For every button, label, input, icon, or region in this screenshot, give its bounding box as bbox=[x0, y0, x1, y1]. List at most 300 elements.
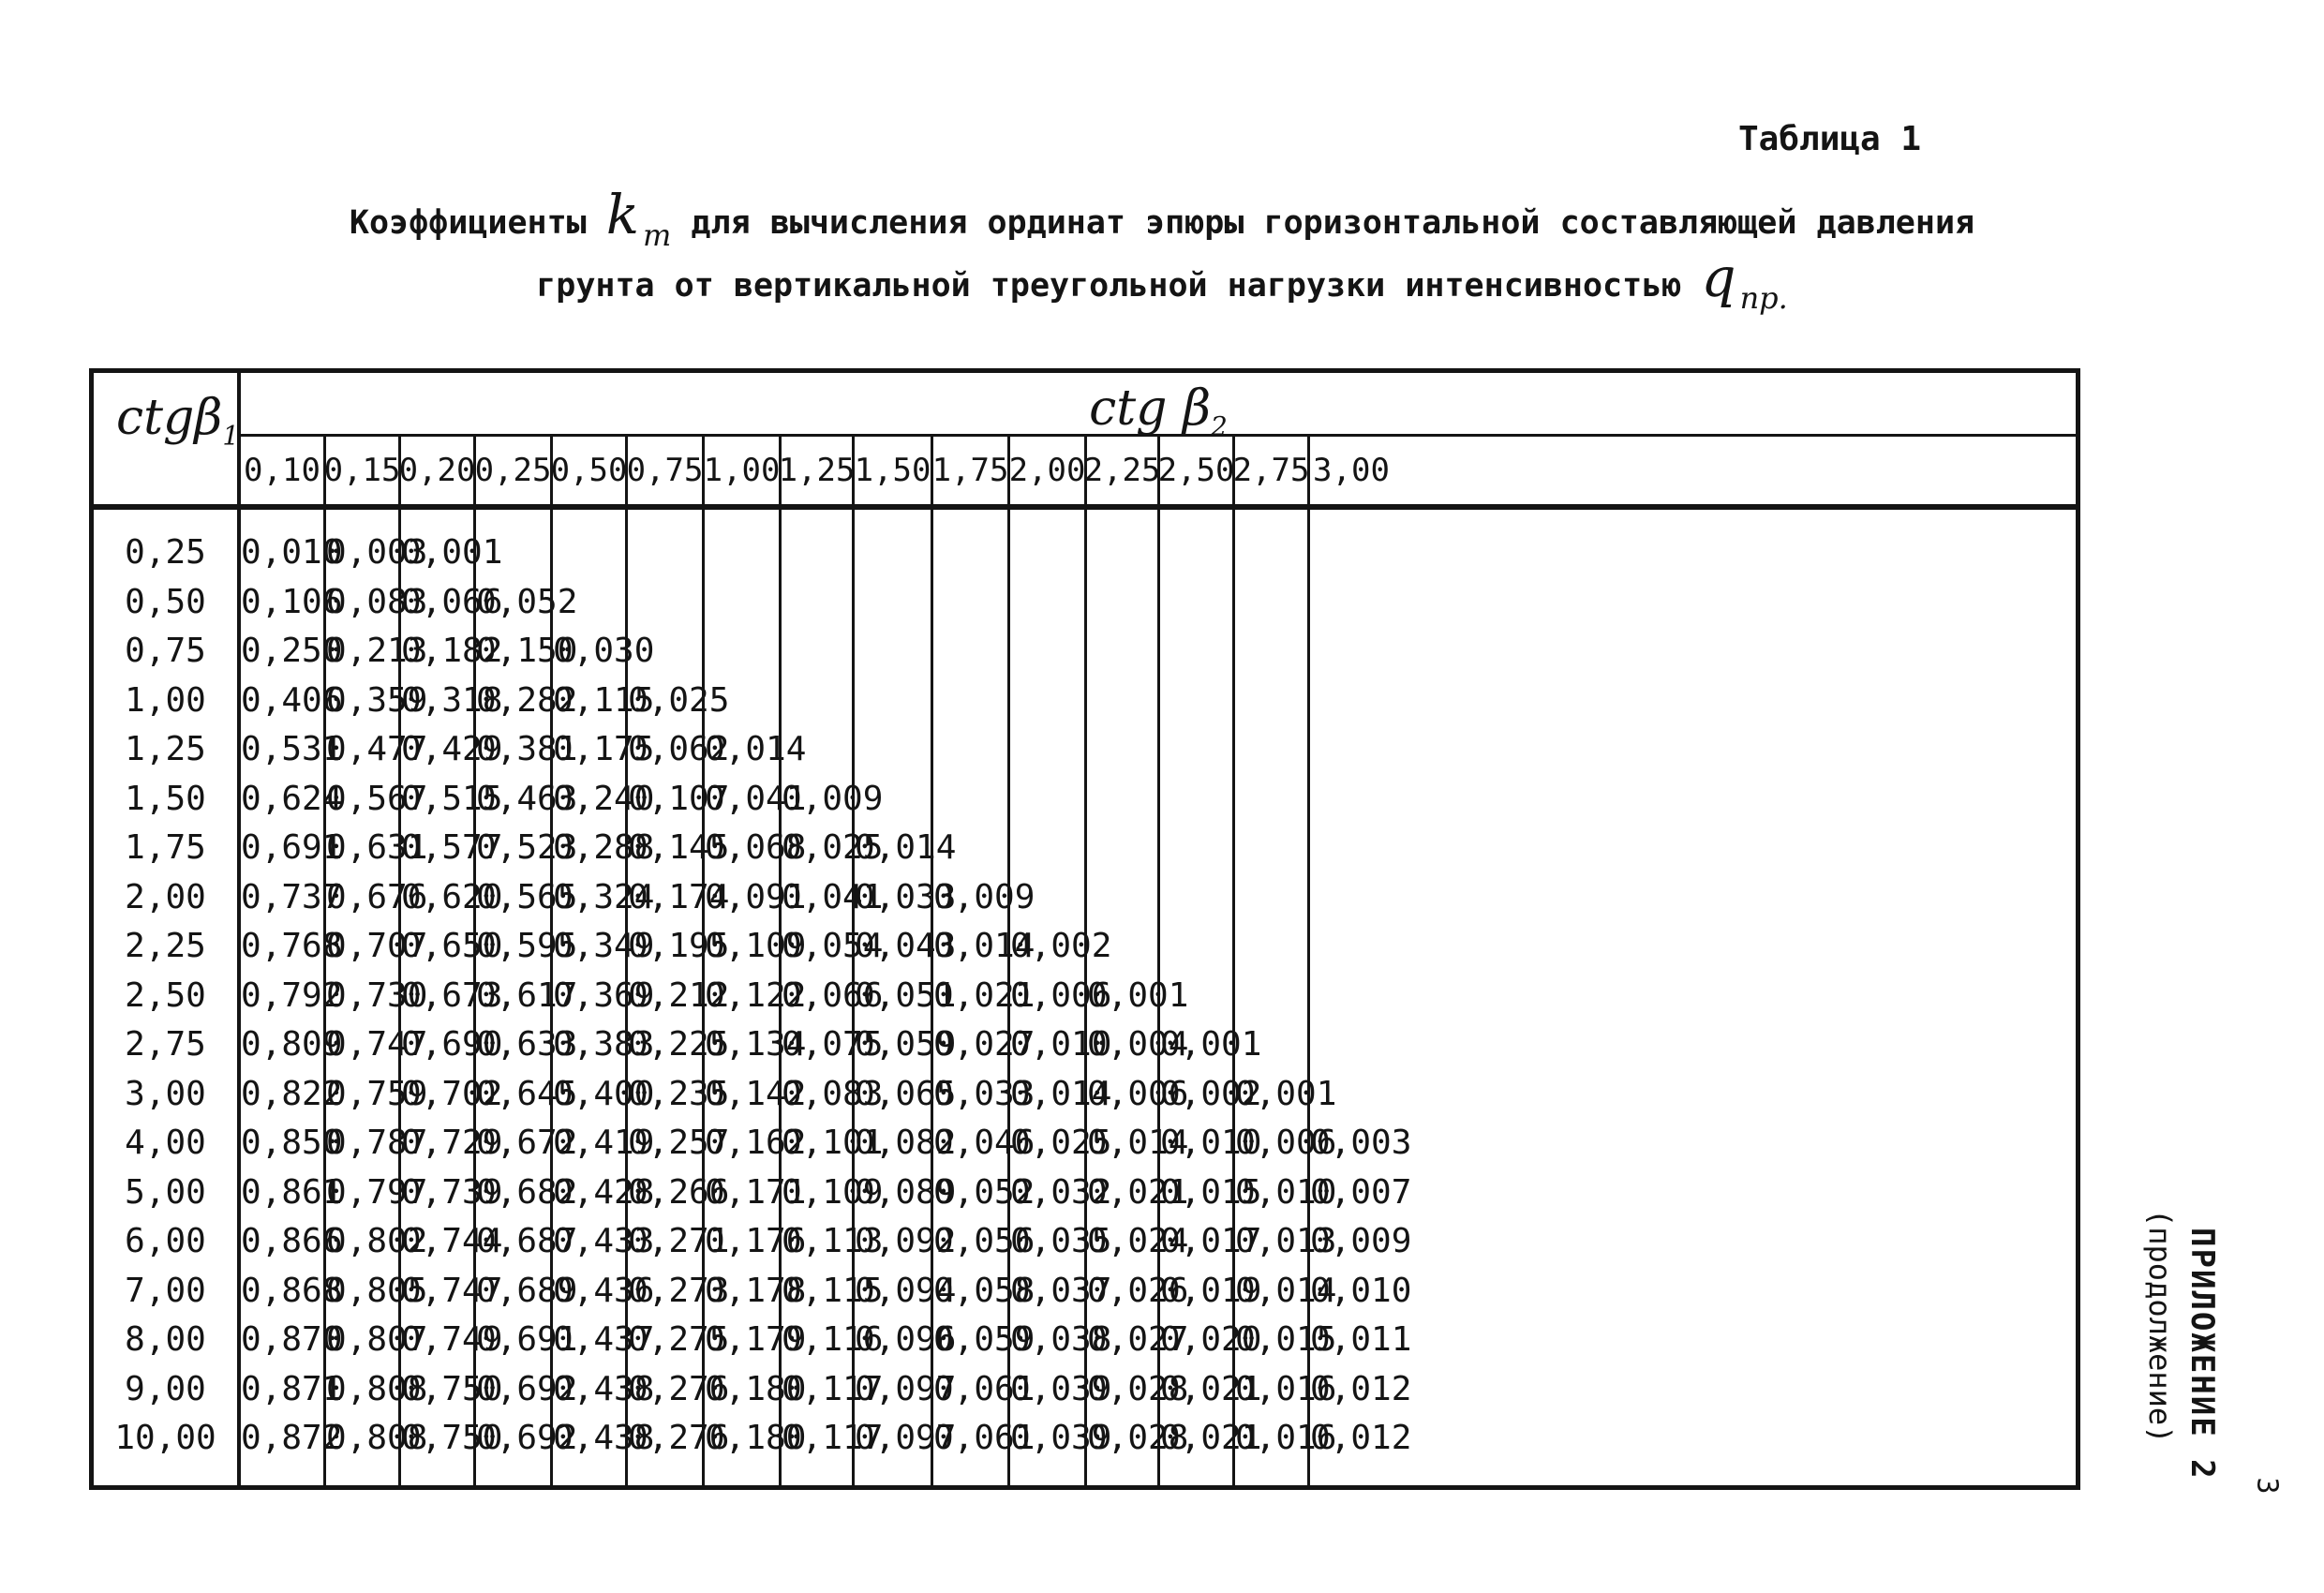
table-cell: 0,174 bbox=[628, 877, 730, 916]
table-cell: 0,011 bbox=[1310, 1320, 1412, 1359]
table-cell: 0,861 bbox=[241, 1172, 343, 1212]
data-column bbox=[1087, 510, 1189, 1485]
table-cell bbox=[855, 677, 931, 726]
table-cell: 0,006 bbox=[1235, 1124, 1337, 1162]
table-cell bbox=[1010, 677, 1084, 726]
table-cell bbox=[476, 529, 550, 578]
table-cell: 0,015 bbox=[1235, 1320, 1337, 1359]
column-header: 2,00 bbox=[1010, 437, 1087, 504]
table-cell: 0,807 bbox=[326, 1320, 428, 1359]
table-cell: 0,009 bbox=[933, 877, 1035, 916]
table-cell bbox=[933, 529, 1007, 578]
table-cell bbox=[855, 725, 931, 775]
q-symbol: q $_{пр.}$ bbox=[1701, 246, 1788, 316]
column-header: 0,50 bbox=[553, 437, 628, 504]
table-cell: 0,689 bbox=[476, 1271, 578, 1310]
table-cell: 0,033 bbox=[933, 1074, 1035, 1113]
table-cell bbox=[1087, 677, 1157, 726]
table-cell: 0,068 bbox=[705, 828, 807, 867]
row-label: 1,50 bbox=[125, 779, 206, 818]
table-cell bbox=[1235, 972, 1307, 1021]
table-cell bbox=[782, 725, 852, 775]
row-label: 9,00 bbox=[125, 1369, 206, 1408]
table-cell bbox=[782, 578, 852, 628]
table-cell bbox=[933, 824, 1007, 873]
table-cell bbox=[553, 529, 625, 578]
table-cell bbox=[1160, 873, 1232, 923]
table-cell bbox=[705, 529, 779, 578]
row-label: 1,75 bbox=[125, 828, 206, 867]
table-cell: 0,477 bbox=[326, 730, 428, 768]
table-cell: 0,001 bbox=[1160, 1025, 1262, 1064]
table-cell bbox=[628, 578, 702, 628]
data-column bbox=[933, 510, 1035, 1485]
table-cell: 0,101 bbox=[782, 1124, 884, 1162]
data-column bbox=[1235, 510, 1337, 1485]
table-cell: 0,702 bbox=[401, 1074, 503, 1113]
table-cell bbox=[1087, 775, 1157, 825]
table-cell: 0,109 bbox=[782, 1172, 884, 1212]
table-cell bbox=[1235, 922, 1307, 972]
table-cell bbox=[782, 677, 852, 726]
table-cell: 0,021 bbox=[1160, 1369, 1262, 1408]
table-cell: 0,805 bbox=[326, 1271, 428, 1310]
table-cell: 0,010 bbox=[1235, 1172, 1337, 1212]
table-cell: 0,633 bbox=[476, 1025, 578, 1064]
table-cell bbox=[1010, 725, 1084, 775]
table-cell: 0,109 bbox=[705, 927, 807, 965]
table-cell: 0,150 bbox=[476, 632, 578, 670]
table-cell: 0,872 bbox=[241, 1419, 343, 1457]
table-cell: 0,275 bbox=[628, 1320, 730, 1359]
table-cell: 0,026 bbox=[1087, 1271, 1189, 1310]
column-header: 1,25 bbox=[782, 437, 855, 504]
table-cell: 0,006 bbox=[1087, 1074, 1189, 1113]
table-cell: 0,620 bbox=[401, 877, 503, 916]
table-cell: 0,565 bbox=[476, 877, 578, 916]
k-symbol: k $_т$ bbox=[605, 183, 672, 253]
table-cell bbox=[1235, 677, 1307, 726]
table-cell: 0,032 bbox=[1010, 1172, 1112, 1212]
table-cell: 0,021 bbox=[1087, 1172, 1189, 1212]
caption-text-c: грунта от вертикальной треугольной нагрузки интенсивностью bbox=[536, 267, 1682, 305]
table-cell bbox=[705, 578, 779, 628]
table-cell: 0,113 bbox=[782, 1222, 884, 1260]
table-cell: 0,134 bbox=[705, 1025, 807, 1064]
table-cell: 0,515 bbox=[401, 779, 503, 818]
table-cell bbox=[1010, 775, 1084, 825]
row-label: 2,50 bbox=[125, 975, 206, 1015]
table-cell: 0,116 bbox=[782, 1320, 884, 1359]
table-cell: 0,035 bbox=[1010, 1222, 1112, 1260]
table-cell bbox=[1087, 529, 1157, 578]
table-cell: 0,001 bbox=[401, 533, 503, 572]
table-cell bbox=[855, 529, 931, 578]
table-cell: 0,178 bbox=[705, 1271, 807, 1310]
table-cell: 0,117 bbox=[782, 1369, 884, 1408]
table-cell: 0,041 bbox=[782, 877, 884, 916]
table-cell: 0,096 bbox=[855, 1320, 957, 1359]
table-cell bbox=[1010, 824, 1084, 873]
table-cell: 0,083 bbox=[326, 582, 428, 621]
column-headers bbox=[241, 437, 2076, 504]
table-cell bbox=[1235, 1020, 1307, 1070]
table-cell bbox=[933, 677, 1007, 726]
column-header: 2,25 bbox=[1087, 437, 1160, 504]
table-cell: 0,117 bbox=[782, 1419, 884, 1457]
table-cell: 0,438 bbox=[553, 1419, 655, 1457]
table-cell: 0,617 bbox=[476, 975, 578, 1015]
table-cell: 0,225 bbox=[628, 1025, 730, 1064]
table-cell bbox=[1235, 775, 1307, 825]
table-cell: 0,324 bbox=[553, 877, 655, 916]
table-cell: 0,061 bbox=[933, 1369, 1035, 1408]
table-cell bbox=[1310, 824, 1393, 873]
row-label: 4,00 bbox=[125, 1124, 206, 1162]
row-label: 1,25 bbox=[125, 730, 206, 768]
table-cell: 0,428 bbox=[553, 1172, 655, 1212]
table-cell: 0,673 bbox=[401, 975, 503, 1015]
row-label: 0,75 bbox=[125, 632, 206, 670]
table-cell bbox=[1235, 627, 1307, 677]
table-cell: 0,016 bbox=[1235, 1419, 1337, 1457]
column-header: 1,50 bbox=[855, 437, 933, 504]
table-cell bbox=[1235, 824, 1307, 873]
table-cell: 0,014 bbox=[1010, 1074, 1112, 1113]
table-cell: 0,747 bbox=[401, 1271, 503, 1310]
table-cell: 0,012 bbox=[1310, 1419, 1412, 1457]
table-cell: 0,400 bbox=[553, 1074, 655, 1113]
table-cell: 0,787 bbox=[326, 1124, 428, 1162]
table-cell: 0,016 bbox=[1235, 1369, 1337, 1408]
table-cell: 0,006 bbox=[1010, 975, 1112, 1015]
table-cell: 0,039 bbox=[1010, 1369, 1112, 1408]
table-cell: 0,750 bbox=[401, 1369, 503, 1408]
table-cell: 0,692 bbox=[476, 1419, 578, 1457]
table-cell: 0,595 bbox=[476, 927, 578, 965]
row-label: 2,00 bbox=[125, 877, 206, 916]
column-header: 0,15 bbox=[326, 437, 401, 504]
table-cell: 0,038 bbox=[1010, 1320, 1112, 1359]
table-cell bbox=[1160, 922, 1232, 972]
table-cell: 0,013 bbox=[1235, 1222, 1337, 1260]
table-cell: 0,624 bbox=[241, 779, 343, 818]
table-caption-line-1 bbox=[187, 183, 2137, 253]
column-header: 1,00 bbox=[705, 437, 782, 504]
table-body bbox=[94, 510, 2076, 1485]
table-cell bbox=[933, 775, 1007, 825]
table-cell: 0,002 bbox=[1010, 927, 1112, 965]
table-cell: 0,094 bbox=[855, 1271, 957, 1310]
table-cell: 0,082 bbox=[855, 1124, 957, 1162]
table-cell: 0,318 bbox=[401, 680, 503, 720]
table-cell: 0,436 bbox=[553, 1271, 655, 1310]
table-cell: 0,437 bbox=[553, 1320, 655, 1359]
table-cell: 0,406 bbox=[241, 680, 343, 720]
table-cell: 0,871 bbox=[241, 1369, 343, 1408]
row-label: 7,00 bbox=[125, 1271, 206, 1310]
table-cell: 0,797 bbox=[326, 1172, 428, 1212]
table-cell: 0,531 bbox=[241, 730, 343, 768]
row-label: 2,75 bbox=[125, 1025, 206, 1064]
table-cell: 0,182 bbox=[401, 632, 503, 670]
column-header: 0,20 bbox=[401, 437, 476, 504]
table-cell bbox=[1310, 677, 1393, 726]
table-cell: 0,014 bbox=[855, 828, 957, 867]
table-cell: 0,349 bbox=[553, 927, 655, 965]
table-cell: 0,802 bbox=[326, 1222, 428, 1260]
column-header: 3,00 bbox=[1313, 452, 1390, 489]
table-cell bbox=[1087, 824, 1157, 873]
table-cell bbox=[705, 627, 779, 677]
table-cell: 0,015 bbox=[1160, 1172, 1262, 1212]
table-cell: 0,014 bbox=[705, 730, 807, 768]
table-number: Таблица 1 bbox=[1738, 120, 1922, 158]
table-caption-line-2 bbox=[187, 246, 2137, 316]
page-number: 3 bbox=[2250, 1477, 2284, 1495]
table-cell bbox=[933, 578, 1007, 628]
table-cell: 0,175 bbox=[553, 730, 655, 768]
table-cell: 0,027 bbox=[1087, 1320, 1189, 1359]
table-cell: 0,463 bbox=[476, 779, 578, 818]
table-cell bbox=[1160, 725, 1232, 775]
table-cell: 0,759 bbox=[326, 1074, 428, 1113]
table-cell bbox=[1310, 873, 1393, 923]
table-cell: 0,730 bbox=[326, 975, 428, 1015]
table-cell: 0,004 bbox=[1087, 1025, 1189, 1064]
table-cell: 0,010 bbox=[1310, 1271, 1412, 1310]
table-cell: 0,065 bbox=[855, 1074, 957, 1113]
table-cell: 0,010 bbox=[241, 533, 343, 572]
table-cell bbox=[1310, 775, 1393, 825]
table-cell: 0,577 bbox=[401, 828, 503, 867]
table-cell: 0,025 bbox=[628, 680, 730, 720]
data-column bbox=[855, 510, 957, 1485]
table-cell bbox=[1160, 824, 1232, 873]
table-cell: 0,002 bbox=[1160, 1074, 1262, 1113]
data-column bbox=[705, 510, 807, 1485]
table-cell: 0,868 bbox=[241, 1271, 343, 1310]
table-cell: 0,171 bbox=[705, 1172, 807, 1212]
table-cell: 0,075 bbox=[782, 1025, 884, 1064]
table-cell: 0,739 bbox=[401, 1172, 503, 1212]
table-cell bbox=[553, 578, 625, 628]
table-cell: 0,107 bbox=[628, 779, 730, 818]
table-cell bbox=[1010, 529, 1084, 578]
data-column bbox=[1160, 510, 1262, 1485]
table-cell: 0,014 bbox=[1235, 1271, 1337, 1310]
table-cell: 0,729 bbox=[401, 1124, 503, 1162]
table-cell: 0,162 bbox=[705, 1124, 807, 1162]
table-cell: 0,687 bbox=[476, 1222, 578, 1260]
table-cell bbox=[855, 627, 931, 677]
column-header: 0,25 bbox=[476, 437, 553, 504]
table-cell: 0,750 bbox=[401, 1419, 503, 1457]
table-cell: 0,691 bbox=[241, 828, 343, 867]
row-label: 10,00 bbox=[114, 1419, 216, 1457]
table-cell: 0,631 bbox=[326, 828, 428, 867]
table-cell: 0,737 bbox=[241, 877, 343, 916]
row-label: 6,00 bbox=[125, 1222, 206, 1260]
column-header: 2,50 bbox=[1160, 437, 1235, 504]
table-cell: 0,369 bbox=[553, 975, 655, 1015]
table-cell bbox=[1087, 873, 1157, 923]
appendix-subtitle: (продолжение) bbox=[2142, 1209, 2178, 1444]
table-cell bbox=[1010, 873, 1084, 923]
table-cell: 0,052 bbox=[933, 1172, 1035, 1212]
table-cell: 0,062 bbox=[628, 730, 730, 768]
table-cell: 0,028 bbox=[1087, 1369, 1189, 1408]
table-cell: 0,058 bbox=[933, 1271, 1035, 1310]
table-cell bbox=[1235, 529, 1307, 578]
table-cell: 0,276 bbox=[628, 1369, 730, 1408]
appendix-side-note bbox=[2118, 1209, 2221, 1518]
table-cell: 0,179 bbox=[705, 1320, 807, 1359]
table-cell: 0,051 bbox=[855, 975, 957, 1015]
table-cell: 0,429 bbox=[401, 730, 503, 768]
row-labels-column bbox=[94, 510, 241, 1485]
table-cell bbox=[1310, 1020, 1393, 1070]
table-cell: 0,433 bbox=[553, 1222, 655, 1260]
table-cell: 0,419 bbox=[553, 1124, 655, 1162]
table-cell: 0,744 bbox=[401, 1222, 503, 1260]
table-cell: 0,106 bbox=[241, 582, 343, 621]
table-cell bbox=[1010, 627, 1084, 677]
data-column bbox=[326, 510, 428, 1485]
data-column bbox=[1010, 510, 1112, 1485]
table-cell: 0,089 bbox=[855, 1172, 957, 1212]
row-label: 2,25 bbox=[125, 927, 206, 965]
table-cell bbox=[1160, 775, 1232, 825]
caption-text-b: для вычисления ординат эпюры горизонтальной составляющей давления bbox=[691, 204, 1975, 242]
table-cell bbox=[1010, 578, 1084, 628]
table-cell: 0,645 bbox=[476, 1074, 578, 1113]
data-column bbox=[401, 510, 503, 1485]
table-cell: 0,145 bbox=[628, 828, 730, 867]
table-cell bbox=[1087, 922, 1157, 972]
table-cell bbox=[1087, 578, 1157, 628]
table-cell: 0,822 bbox=[241, 1074, 343, 1113]
table-cell: 0,676 bbox=[326, 877, 428, 916]
table-cell: 0,010 bbox=[1160, 1124, 1262, 1162]
table-cell bbox=[1310, 922, 1393, 972]
table-cell: 0,180 bbox=[705, 1369, 807, 1408]
table-cell: 0,359 bbox=[326, 680, 428, 720]
table-cell: 0,115 bbox=[782, 1271, 884, 1310]
table-cell: 0,061 bbox=[933, 1419, 1035, 1457]
table-cell: 0,672 bbox=[476, 1124, 578, 1162]
table-cell: 0,083 bbox=[782, 1074, 884, 1113]
table-cell: 0,043 bbox=[855, 927, 957, 965]
table-cell: 0,001 bbox=[1235, 1074, 1337, 1113]
table-cell: 0,027 bbox=[933, 1025, 1035, 1064]
table-cell bbox=[1310, 578, 1393, 628]
table-cell: 0,007 bbox=[1310, 1172, 1412, 1212]
table-cell: 0,066 bbox=[782, 975, 884, 1015]
table-cell bbox=[782, 529, 852, 578]
row-label: 5,00 bbox=[125, 1172, 206, 1212]
table-cell bbox=[1160, 529, 1232, 578]
row-label: 3,00 bbox=[125, 1074, 206, 1113]
table-cell: 0,037 bbox=[1010, 1271, 1112, 1310]
table-cell: 0,180 bbox=[705, 1419, 807, 1457]
table-cell: 0,176 bbox=[705, 1222, 807, 1260]
column-header: 0,10 bbox=[241, 437, 326, 504]
table-cell: 0,235 bbox=[628, 1074, 730, 1113]
table-cell: 0,039 bbox=[1010, 1419, 1112, 1457]
column-group-header bbox=[241, 373, 2076, 442]
table-cell bbox=[1160, 627, 1232, 677]
table-cell: 0,046 bbox=[933, 1124, 1035, 1162]
table-cell: 0,097 bbox=[855, 1419, 957, 1457]
table-cell: 0,009 bbox=[782, 779, 884, 818]
table-cell: 0,266 bbox=[628, 1172, 730, 1212]
table-cell: 0,021 bbox=[933, 975, 1035, 1015]
table-cell bbox=[628, 627, 702, 677]
table-cell: 0,809 bbox=[241, 1025, 343, 1064]
table-cell bbox=[1310, 972, 1393, 1021]
table-cell bbox=[1235, 578, 1307, 628]
table-cell bbox=[933, 725, 1007, 775]
data-column bbox=[476, 510, 578, 1485]
table-cell: 0,014 bbox=[1087, 1124, 1189, 1162]
table-cell: 0,195 bbox=[628, 927, 730, 965]
table-cell: 0,707 bbox=[326, 927, 428, 965]
table-cell: 0,567 bbox=[326, 779, 428, 818]
table-cell: 0,381 bbox=[476, 730, 578, 768]
table-cell: 0,012 bbox=[1310, 1369, 1412, 1408]
table-cell: 0,097 bbox=[855, 1369, 957, 1408]
table-cell bbox=[855, 578, 931, 628]
table-cell: 0,747 bbox=[326, 1025, 428, 1064]
column-header: 2,75 bbox=[1235, 437, 1310, 504]
row-label: 0,25 bbox=[125, 533, 206, 572]
table-cell: 0,213 bbox=[326, 632, 428, 670]
table-cell: 0,122 bbox=[705, 975, 807, 1015]
table-cell: 0,020 bbox=[1160, 1320, 1262, 1359]
table-cell bbox=[1310, 1070, 1393, 1120]
data-column bbox=[628, 510, 730, 1485]
table-cell: 0,115 bbox=[553, 680, 655, 720]
column-header: 1,75 bbox=[933, 437, 1010, 504]
table-cell: 0,808 bbox=[326, 1419, 428, 1457]
table-cell: 0,870 bbox=[241, 1320, 343, 1359]
table-cell: 0,240 bbox=[553, 779, 655, 818]
table-cell bbox=[1235, 725, 1307, 775]
table-cell bbox=[782, 627, 852, 677]
table-cell: 0,025 bbox=[782, 828, 884, 867]
table-cell: 0,749 bbox=[401, 1320, 503, 1359]
row-label: 8,00 bbox=[125, 1320, 206, 1359]
data-column bbox=[241, 510, 343, 1485]
table-cell bbox=[705, 677, 779, 726]
data-columns bbox=[241, 510, 2076, 1485]
table-cell bbox=[1160, 972, 1232, 1021]
table-cell: 0,021 bbox=[1160, 1419, 1262, 1457]
table-cell: 0,052 bbox=[476, 582, 578, 621]
table-cell bbox=[1160, 578, 1232, 628]
table-cell: 0,041 bbox=[705, 779, 807, 818]
table-cell bbox=[1310, 529, 1393, 578]
table-cell: 0,273 bbox=[628, 1271, 730, 1310]
data-column bbox=[553, 510, 655, 1485]
table-cell: 0,024 bbox=[1087, 1222, 1189, 1260]
table-cell: 0,019 bbox=[1160, 1271, 1262, 1310]
data-column bbox=[1310, 510, 1412, 1485]
row-header-label: ctgβ$_1$ bbox=[116, 390, 240, 452]
row-label: 1,00 bbox=[125, 680, 206, 720]
table-cell: 0,276 bbox=[628, 1419, 730, 1457]
